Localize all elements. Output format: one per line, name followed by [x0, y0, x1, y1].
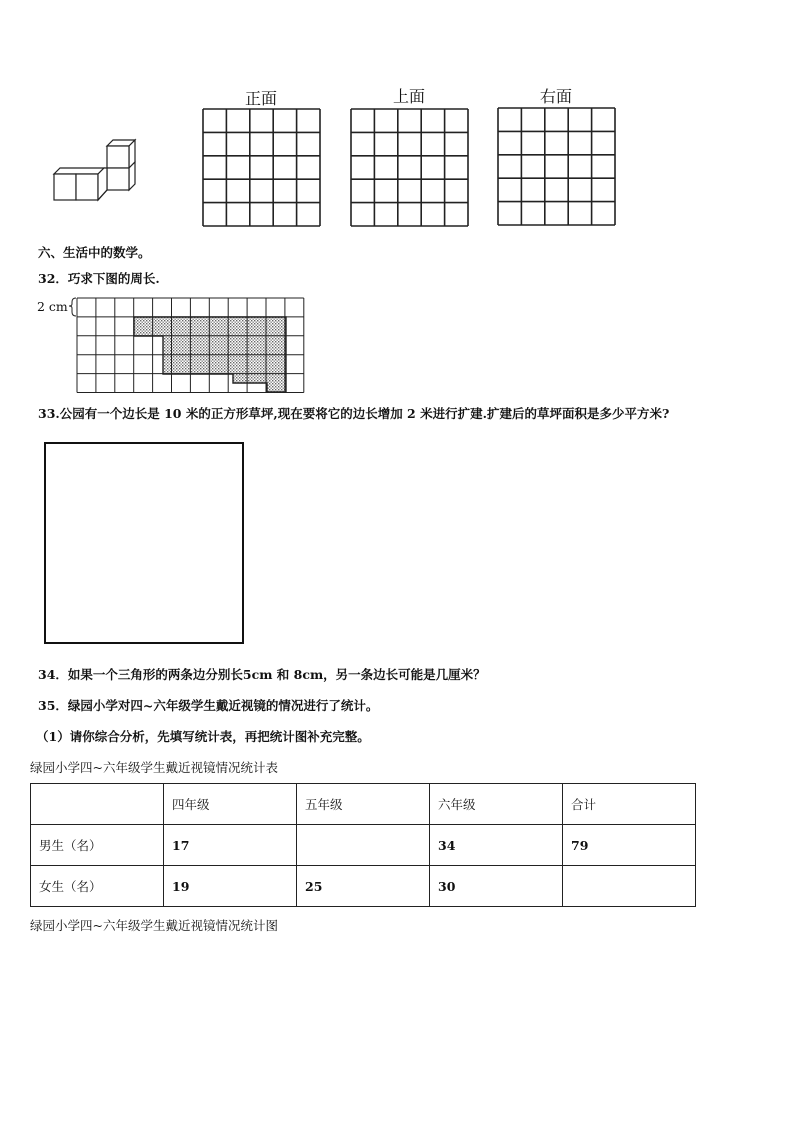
table-row-girls: [31, 866, 696, 907]
q32-text: 32．巧求下图的周长.: [38, 271, 160, 286]
q34-text: 34．如果一个三角形的两条边分别长5cm 和 8cm，另一条边长可能是几厘米？: [38, 667, 486, 682]
q33-text: 33.公园有一个边长是 10 米的正方形草坪,现在要将它的边长增加 2 米进行扩建.扩建后的草坪面积是多少平方米?: [38, 406, 670, 421]
table-row-boys: [31, 825, 696, 866]
row-label-girls: 女生（名）: [31, 866, 164, 907]
q35-part1: （1）请你综合分析，先填写统计表，再把统计图补充完整。: [36, 729, 370, 744]
table-header-row: [31, 784, 696, 825]
cell-girls-grade5: 25: [297, 866, 430, 907]
header-cell-total: 合计: [563, 784, 696, 825]
scale-label: 2 cm: [37, 299, 68, 314]
row-label-boys: 男生（名）: [31, 825, 164, 866]
stats-table: [30, 783, 696, 907]
cell-girls-grade4: 19: [164, 866, 297, 907]
header-cell-grade6: 六年级: [430, 784, 563, 825]
cell-girls-grade6: 30: [430, 866, 563, 907]
right-view-label: 右面: [539, 87, 572, 106]
header-cell-grade4: 四年级: [164, 784, 297, 825]
perimeter-grid-figure: [68, 296, 308, 396]
section6-heading: 六、生活中的数学。: [38, 245, 151, 260]
q35-text: 35．绿园小学对四~六年级学生戴近视镜的情况进行了统计。: [38, 698, 379, 713]
cell-boys-grade5[interactable]: [297, 825, 430, 866]
cell-boys-grade6: 34: [430, 825, 563, 866]
front-view-label: 正面: [244, 89, 277, 108]
cell-boys-grade4: 17: [164, 825, 297, 866]
right-view-grid: [497, 107, 617, 227]
header-cell-grade5: 五年级: [297, 784, 430, 825]
table-title: 绿园小学四~六年级学生戴近视镜情况统计表: [30, 760, 278, 775]
top-view-label: 上面: [392, 87, 425, 106]
chart-title: 绿园小学四~六年级学生戴近视镜情况统计图: [30, 918, 278, 933]
top-view-grid: [350, 108, 470, 228]
cell-girls-total[interactable]: [563, 866, 696, 907]
front-view-grid: [202, 108, 322, 228]
header-cell-blank: [31, 784, 164, 825]
square-lawn-figure: [44, 442, 244, 644]
cell-boys-total: 79: [563, 825, 696, 866]
cube-stack-figure: [50, 136, 150, 216]
